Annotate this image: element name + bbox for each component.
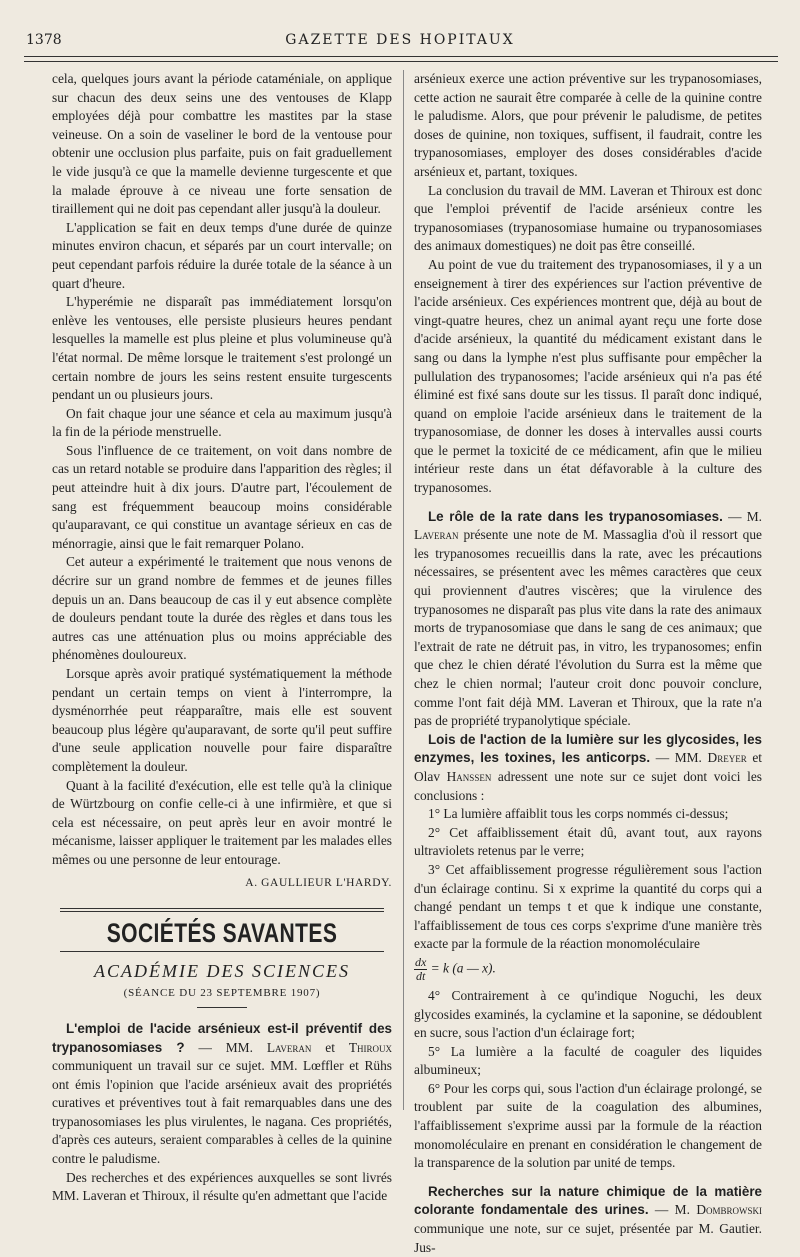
paragraph: Lorsque après avoir pratiqué systématiquement la méthode pendant un certain temps on vient à l'interrompre, la dysménorrhée peut réapparaître, mais elle est souvent beaucoup plus légère qu'auparavant, de sorte qu'il peut suffire d'une seule application nouvelle pour faire disparaître complètement la douleur.	[52, 666, 392, 774]
conclusion-item: 4° Contrairement à ce qu'indique Noguchi, les deux glycosides examinés, la cyclamine et la saponine, se dédoublent en sucre, sous l'action d'un éclairage fort;	[414, 987, 762, 1041]
article-body: présente une note de M. Massaglia d'où il ressort que les trypanosomes recueillis dans la rate, avec les précautions nécessaires, se présentent avec les mêmes caractères que ceux qui proviennent d'autres viscères; que la virulence des trypanosomes ne disparaît pas plus vite dans la rate des animaux morts de trypanosomiase que dans le sang de ces animaux; que l'extrait de rate ne détruit pas, in vitro, les trypanosomes; enfin que chez le chien dératé l'évolution du Surra est la même que chez le chien normal; l'auteur croit donc pouvoir conclure, comme l'ont fait déjà MM. Laveran et Thiroux, que la rate n'a pas de propriété trypanolytique spéciale.	[414, 527, 762, 729]
paragraph: L'application se fait en deux temps d'une durée de quinze minutes environ chacun, et séparés par un court intervalle; on peut cependant parfois réduire la durée totale de la séance à un quart d'heure.	[52, 219, 392, 291]
formula-fraction	[414, 956, 427, 983]
article-body: adressent une note sur ce sujet dont voici les conclusions :	[414, 768, 762, 803]
paragraph: L'hyperémie ne disparaît pas immédiatement lorsqu'on enlève les ventouses, elle persiste plusieurs heures pendant lesquelles la mamelle est plus pleine et plus volumineuse qu'à l'état normal. De même lorsque le traitement s'est prolongé un certain nombre de jours les seins restent ensuite turgescents pendant un ou plusieurs jours.	[52, 294, 392, 403]
section-separator	[60, 908, 384, 912]
running-title: GAZETTE DES HOPITAUX	[285, 32, 515, 48]
paragraph: Des recherches et des expériences auxquelles se sont livrés MM. Laveran et Thiroux, il résulte qu'en admettant que l'acide	[52, 1169, 392, 1204]
paragraph: La conclusion du travail de MM. Laveran et Thiroux est donc que l'emploi préventif de l'acide arsénieux contre les trypanosomiases (trypanosomiase humaine ou trypanosomiases des animaux domestiques) ne doit pas être conseillé.	[414, 182, 762, 254]
column-divider	[403, 70, 404, 1110]
article-body: communiquent un travail sur ce sujet. MM. Lœffler et Rühs ont émis l'opinion que l'acide arsénieux avait des propriétés curatives et préventives tout à fait remarquables dans une des trypanosomiases les plus virulentes, le nagana. Ces propriétés, d'après ces auteurs, seraient comparables à celles de la quinine contre le paludisme.	[52, 1058, 392, 1167]
paragraph: Cet auteur a expérimenté le traitement que nous venons de décrire sur un grand nombre de femmes et de jeunes filles depuis un an. Dans beaucoup de cas il y eut absence complète de douleurs pendant toute la durée des règles et dans tous les autres cas une atténuation plus ou moins appréciable des phénomènes douloureux.	[52, 554, 392, 663]
right-column	[414, 70, 763, 1255]
dash: — MM.	[650, 750, 708, 766]
paragraph: cela, quelques jours avant la période cataméniale, on applique sur chacun des deux seins une des ventouses de Klapp employées déjà pour combattre les mastites par la stase veineuse. On a soin de vaseliner le bord de la ventouse pour obtenir une occlusion plus parfaite, puis on fait graduellement le vide jusqu'à ce que la mamelle devienne turgescente et que la malade éprouve à ce niveau une forte sensation de tiraillement qui ne doit pas cependant aller jusqu'à la douleur.	[52, 71, 392, 217]
paragraph: arsénieux exerce une action préventive sur les trypanosomiases, cette action ne saurait être comparée à celle de la quinine contre le paludisme. Alors, que pour prévenir le paludisme, de petites doses de quinine, non toxiques, suffisent, il faudrait, contre les trypanosomiases, employer des doses considérables d'acide arsénieux et, partant, toxiques.	[414, 71, 762, 179]
conclusion-item: 2° Cet affaiblissement était dû, avant tout, aux rayons ultraviolets retenus par le verre;	[414, 824, 762, 859]
dash: — M.	[722, 508, 763, 524]
author-name: Dombrowski	[696, 1202, 762, 1218]
conclusion-item: 5° La lumière a la faculté de coaguler des liquides albumineux;	[414, 1043, 762, 1078]
article-title: Recherches sur la nature chimique de la matière colorante fondamentale des urines.	[414, 1183, 762, 1218]
section-rule	[60, 951, 384, 952]
conclusion-item: 6° Pour les corps qui, sous l'action d'un éclairage prolongé, se troublent par suite de la coagulation des albumines, l'affaiblissement s'exprime aussi par la formule de la réaction monomoléculaire en prenant en considération le changement de la transparence de la solution par unité de temps.	[414, 1080, 762, 1171]
article-paragraph	[52, 1020, 392, 1169]
page-number: 1378	[26, 32, 62, 48]
paragraph: On fait chaque jour une séance et cela au maximum jusqu'à la fin de la période menstruelle.	[52, 405, 392, 440]
dash: — MM.	[184, 1039, 267, 1055]
author-name: Dreyer	[707, 750, 747, 766]
section-title: SOCIÉTÉS SAVANTES	[106, 918, 338, 949]
left-column	[52, 70, 392, 1204]
article-paragraph	[414, 1183, 762, 1257]
formula-denominator: dt	[415, 968, 426, 983]
author-signature: A. GAULLIEUR L'HARDY.	[245, 876, 392, 889]
article-paragraph	[414, 508, 762, 731]
author-name: Thiroux	[348, 1039, 392, 1055]
short-rule	[197, 1007, 247, 1008]
formula	[414, 956, 762, 983]
conjunction: et Olav	[414, 750, 762, 784]
conjunction: et	[311, 1039, 349, 1055]
formula-rhs: = k (a — x).	[427, 960, 496, 976]
paragraph: Au point de vue du traitement des trypanosomiases, il y a un enseignement à tirer des expériences sur l'action préventive de l'acide arsénieux. Ces expériences montrent que, déjà au bout de vingt-quatre heures, chez un animal ayant reçu une forte dose d'acide arsénieux, la quantité du médicament existant dans le sang ou dans la lymphe n'est plus suffisante pour empêcher la pullulation des trypanosomes; l'acide arsénieux qui n'a pas été éliminé est fixé sans doute sur les tissus. Il paraît donc indiqué, quand on emploie l'acide arsénieux dans le traitement de la trypanosomiase, de donner les doses à intervalles aussi courts que le permet la toxicité de ce médicament, afin que le milieu intérieur reste dans un état défavorable à la culture des trypanosomes.	[414, 256, 762, 496]
article-title: Le rôle de la rate dans les trypanosomiases.	[428, 508, 723, 524]
paragraph: Quant à la facilité d'exécution, elle est telle qu'à la clinique de Würtzbourg on confie celle-ci à une infirmière, et que si cela est nécessaire, on peut après leur en avoir montré le mécanisme, laisser appliquer le traitement par les malades elles mêmes ou une personne de leur entourage.	[52, 777, 392, 867]
author-name: Hanssen	[446, 768, 492, 784]
article-paragraph	[414, 731, 762, 805]
conclusion-item: 1° La lumière affaiblit tous les corps nommés ci-dessus;	[428, 806, 729, 822]
article-body: communique une note, sur ce sujet, présentée par M. Gautier. Jus-	[414, 1221, 762, 1255]
formula-numerator: dx	[415, 954, 427, 969]
paragraph: Sous l'influence de ce traitement, on voit dans nombre de cas un retard notable se produire dans l'apparition des règles; il peut atteindre huit à dix jours. D'autre part, l'écoulement de sang est fréquemment beaucoup moins considérable qu'auparavant, ce qui constitue un avantage sérieux en cas de ménorragie, ainsi que le fait remarquer Polano.	[52, 442, 392, 551]
article-title: L'emploi de l'acide arsénieux est-il préventif des trypanosomiases ?	[52, 1020, 392, 1055]
header-rule	[24, 56, 778, 62]
conclusion-item: 3° Cet affaiblissement progresse régulièrement sous l'action d'un éclairage continu. Si x exprime la quantité du corps qui a changé pendant un temps t et que k indique une constante, l'affaiblissement de tous ces corps s'exprime d'une manière très exacte par la formule de la réaction monomoléculaire	[414, 861, 762, 952]
academy-heading: ACADÉMIE DES SCIENCES	[94, 960, 350, 981]
author-name: Laveran	[414, 527, 459, 543]
session-date: (SÉANCE DU 23 SEPTEMBRE 1907)	[123, 987, 321, 1000]
author-name: Laveran	[266, 1039, 312, 1055]
dash: — M.	[648, 1202, 697, 1218]
article-title: Lois de l'action de la lumière sur les glycosides, les enzymes, les toxines, les anticorps.	[414, 731, 762, 766]
